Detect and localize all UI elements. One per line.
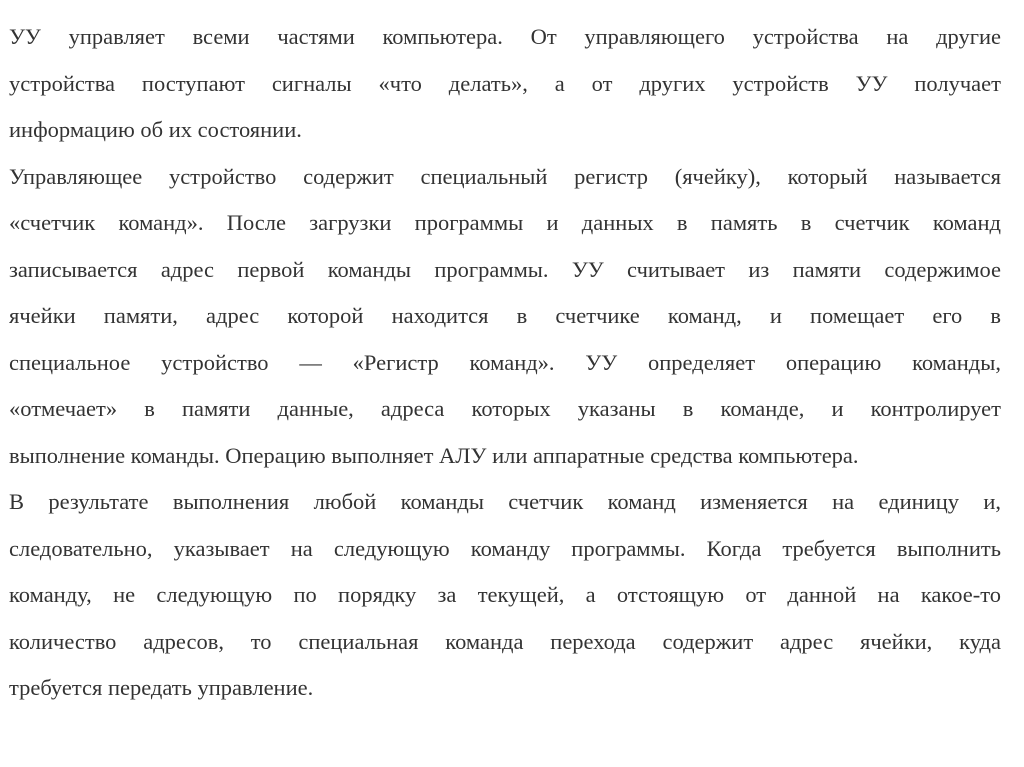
- text-line: «счетчик команд». После загрузки программы и данных в память в счетчик команд: [9, 210, 1001, 235]
- body-text: [9, 14, 1001, 712]
- paragraph-3: [9, 479, 1001, 712]
- text-line: Управляющее устройство содержит специальный регистр (ячейку), который называется: [9, 163, 1001, 189]
- text-line: следовательно, указывает на следующую команду программы. Когда требуется выполнить: [9, 535, 1001, 561]
- text-line: В результате выполнения любой команды счетчик команд изменяется на единицу и,: [9, 489, 1001, 514]
- text-line: УУ управляет всеми частями компьютера. От управляющего устройства на другие: [9, 24, 1001, 49]
- text-line: количество адресов, то специальная команда перехода содержит адрес ячейки, куда: [9, 628, 1001, 654]
- text-line: информацию об их состоянии.: [9, 117, 302, 142]
- text-line: команду, не следующую по порядку за текущей, а отстоящую от данной на какое-то: [9, 582, 1001, 607]
- paragraph-1: [9, 14, 1001, 154]
- text-line: выполнение команды. Операцию выполняет АЛУ или аппаратные средства компьютера.: [9, 442, 859, 468]
- text-line: «отмечает» в памяти данные, адреса которых указаны в команде, и контролирует: [9, 396, 1001, 421]
- paragraph-2: [9, 154, 1001, 480]
- text-line: требуется передать управление.: [9, 675, 314, 700]
- text-line: устройства поступают сигналы «что делать», а от других устройств УУ получает: [9, 70, 1001, 96]
- text-line: ячейки памяти, адрес которой находится в счетчике команд, и помещает его в: [9, 303, 1001, 328]
- text-line: специальное устройство — «Регистр команд». УУ определяет операцию команды,: [9, 349, 1001, 375]
- text-line: записывается адрес первой команды программы. УУ считывает из памяти содержимое: [9, 256, 1001, 282]
